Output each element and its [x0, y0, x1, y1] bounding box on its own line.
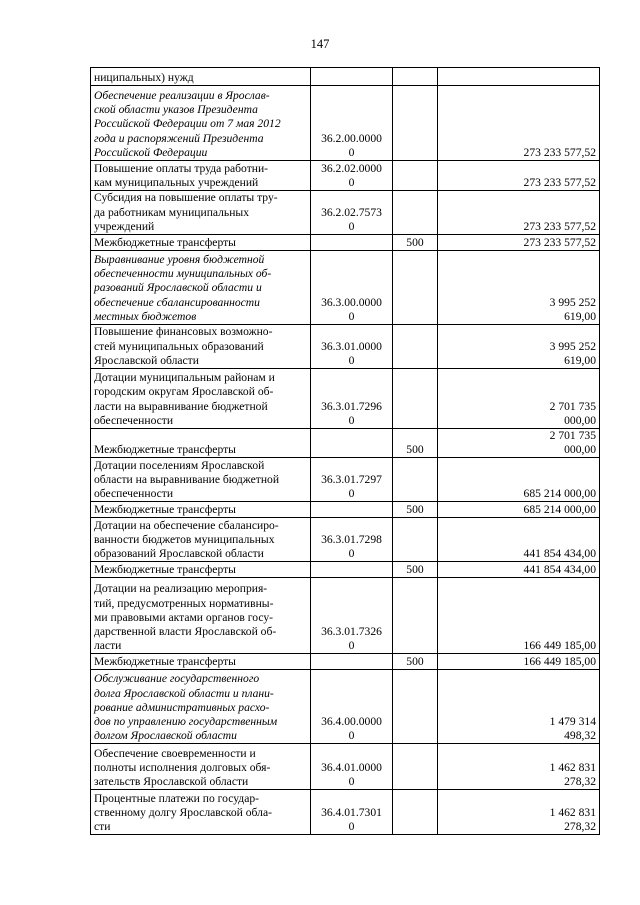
item-name-cell-line: ванности бюджетов муниципальных — [94, 533, 275, 546]
item-name-cell — [91, 654, 311, 670]
table-row — [91, 86, 600, 161]
item-name-cell — [91, 744, 311, 790]
item-name-cell-line: Межбюджетные трансферты — [94, 235, 236, 249]
item-name-cell-line: области на выравнивание бюджетной — [94, 473, 280, 486]
target-code-cell-line: 0 — [348, 639, 355, 653]
target-code-cell-line: 36.3.01.7297 — [321, 473, 382, 486]
table-row — [91, 458, 600, 502]
table-row — [91, 68, 600, 86]
page-number: 147 — [310, 37, 330, 51]
amount-cell-line: 166 449 185,00 — [523, 655, 596, 669]
target-code-cell — [311, 458, 393, 502]
item-name-cell-line: городским округам Ярославской об- — [94, 385, 274, 399]
expense-type-cell — [393, 86, 438, 161]
amount-cell-line: 000,00 — [564, 413, 596, 427]
table-row — [91, 562, 600, 578]
item-name-cell-line: ми правовыми актами органов госу- — [94, 610, 273, 624]
item-name-cell — [91, 161, 311, 191]
target-code-cell-line: 0 — [348, 353, 355, 367]
table-row — [91, 235, 600, 251]
target-code-cell-line: 36.2.02.7573 — [321, 205, 382, 219]
item-name-cell-line: Выравнивание уровня бюджетной — [94, 252, 265, 266]
item-name-cell-line: Обслуживание государственного — [94, 672, 260, 686]
amount-cell-line: 3 995 252 — [549, 295, 596, 309]
amount-cell-line: 619,00 — [564, 309, 596, 323]
item-name-cell-line: зательств Ярославской области — [94, 775, 249, 789]
target-code-cell-line: 36.2.02.0000 — [321, 161, 382, 175]
amount-cell-line: 2 701 735 — [549, 429, 596, 442]
target-code-cell-line: 36.4.01.0000 — [321, 761, 382, 774]
item-name-cell-line: полноты исполнения долговых обя- — [94, 761, 271, 774]
table-row — [91, 670, 600, 744]
target-code-cell — [311, 429, 393, 458]
item-name-cell-line: года и распоряжений Президента — [94, 131, 264, 145]
target-code-cell — [311, 86, 393, 161]
target-code-cell-line: 0 — [348, 145, 355, 159]
amount-cell — [438, 161, 600, 191]
target-code-cell-line: 36.4.01.7301 — [321, 806, 382, 819]
expense-type-cell — [393, 578, 438, 654]
item-name-cell — [91, 191, 311, 235]
table-row — [91, 251, 600, 325]
item-name-cell-line: Обеспечение реализации в Ярослав- — [94, 88, 270, 102]
item-name-cell — [91, 518, 311, 562]
expense-type-cell — [393, 744, 438, 790]
target-code-cell-line: 0 — [348, 219, 355, 233]
target-code-cell-line: 0 — [348, 775, 355, 789]
table-row — [91, 161, 600, 191]
expense-type-cell — [393, 518, 438, 562]
item-name-cell-line: сти — [94, 820, 111, 834]
expense-type-cell — [393, 251, 438, 325]
item-name-cell-line: долга Ярославской области и плани- — [94, 686, 274, 700]
budget-table — [90, 67, 600, 835]
item-name-cell-line: дарственной власти Ярославской об- — [94, 625, 277, 638]
expense-type-value: 500 — [406, 443, 424, 457]
item-name-cell-line: Повышение финансовых возможно- — [94, 325, 273, 339]
expense-type-cell — [393, 161, 438, 191]
item-name-cell-line: Ярославской области — [94, 353, 199, 367]
amount-cell — [438, 458, 600, 502]
item-name-cell-line: Дотации муниципальным районам и — [94, 371, 275, 385]
item-name-cell — [91, 235, 311, 251]
target-code-cell-line: 0 — [348, 413, 355, 427]
target-code-cell-line: 36.2.00.0000 — [321, 131, 382, 145]
target-code-cell — [311, 235, 393, 251]
item-name-cell-line: обеспеченности — [94, 487, 174, 501]
expense-type-value: 500 — [406, 235, 424, 249]
target-code-cell-line: 0 — [348, 547, 355, 561]
amount-cell-line: 1 462 831 — [549, 806, 596, 819]
target-code-cell-line: 36.3.01.7326 — [321, 625, 382, 638]
table-row — [91, 578, 600, 654]
target-code-cell — [311, 369, 393, 429]
table-row — [91, 325, 600, 369]
target-code-cell-line: 36.3.01.7296 — [321, 399, 382, 413]
amount-cell-line: 1 462 831 — [549, 761, 596, 774]
item-name-cell — [91, 86, 311, 161]
amount-cell-line: 278,32 — [564, 775, 596, 789]
item-name-cell-line: обеспеченности муниципальных об- — [94, 267, 272, 281]
table-row — [91, 429, 600, 458]
item-name-cell-line: ской области указов Президента — [94, 103, 258, 117]
expense-type-cell — [393, 429, 438, 458]
item-name-cell-line: тий, предусмотренных нормативны- — [94, 596, 274, 610]
target-code-cell-line: 36.3.01.0000 — [321, 339, 382, 353]
amount-cell — [438, 369, 600, 429]
expense-type-cell — [393, 790, 438, 835]
target-code-cell — [311, 502, 393, 518]
target-code-cell-line: 0 — [348, 729, 355, 743]
table-row — [91, 369, 600, 429]
item-name-cell-line: Дотации на реализацию мероприя- — [94, 582, 268, 596]
item-name-cell-line: ласти на выравнивание бюджетной — [94, 399, 268, 413]
item-name-cell-line: долгом Ярославской области — [94, 729, 237, 743]
target-code-cell-line: 36.4.00.0000 — [321, 715, 382, 728]
item-name-cell — [91, 562, 311, 578]
amount-cell-line: 685 214 000,00 — [523, 487, 596, 501]
item-name-cell-line: да работникам муниципальных — [94, 205, 250, 219]
item-name-cell — [91, 68, 311, 86]
item-name-cell-line: Дотации поселениям Ярославской — [94, 458, 265, 472]
target-code-cell-line: 0 — [348, 820, 355, 834]
item-name-cell — [91, 458, 311, 502]
item-name-cell-line: обеспеченности — [94, 413, 174, 427]
amount-cell — [438, 68, 600, 86]
amount-cell — [438, 235, 600, 251]
item-name-cell — [91, 325, 311, 369]
target-code-cell — [311, 518, 393, 562]
amount-cell — [438, 191, 600, 235]
target-code-cell — [311, 68, 393, 86]
amount-cell-line: 273 233 577,52 — [523, 145, 596, 159]
item-name-cell-line: Межбюджетные трансферты — [94, 563, 236, 577]
amount-cell — [438, 518, 600, 562]
amount-cell-line: 273 233 577,52 — [523, 175, 596, 189]
table-row — [91, 518, 600, 562]
expense-type-cell — [393, 235, 438, 251]
item-name-cell-line: стей муниципальных образований — [94, 339, 264, 353]
item-name-cell-line: обеспечение сбалансированности — [94, 295, 260, 309]
item-name-cell — [91, 790, 311, 835]
item-name-cell-line: Обеспечение своевременности и — [94, 746, 256, 760]
target-code-cell-line: 0 — [348, 309, 355, 323]
amount-cell — [438, 251, 600, 325]
item-name-cell — [91, 502, 311, 518]
target-code-cell-line: 36.3.00.0000 — [321, 295, 382, 309]
target-code-cell — [311, 670, 393, 744]
target-code-cell — [311, 654, 393, 670]
table-row — [91, 502, 600, 518]
item-name-cell-line: ласти — [94, 639, 122, 653]
amount-cell-line: 000,00 — [564, 443, 596, 457]
item-name-cell-line: Дотации на обеспечение сбалансиро- — [94, 518, 279, 532]
target-code-cell — [311, 744, 393, 790]
table-row — [91, 790, 600, 835]
amount-cell — [438, 790, 600, 835]
amount-cell-line: 619,00 — [564, 353, 596, 367]
target-code-cell — [311, 562, 393, 578]
expense-type-cell — [393, 325, 438, 369]
item-name-cell-line: Повышение оплаты труда работни- — [94, 161, 269, 175]
target-code-cell — [311, 790, 393, 835]
target-code-cell-line: 0 — [348, 175, 355, 189]
item-name-cell-line: Процентные платежи по государ- — [94, 791, 260, 805]
amount-cell-line: 3 995 252 — [549, 339, 596, 353]
item-name-cell — [91, 670, 311, 744]
target-code-cell — [311, 251, 393, 325]
budget-table-body — [91, 68, 600, 835]
item-name-cell-line: рование административных расхо- — [94, 700, 270, 714]
item-name-cell-line: учреждений — [94, 219, 155, 233]
item-name-cell-line: Российской Федерации — [94, 145, 208, 159]
target-code-cell-line: 0 — [348, 487, 355, 501]
item-name-cell-line: образований Ярославской области — [94, 547, 264, 561]
expense-type-cell — [393, 670, 438, 744]
amount-cell — [438, 670, 600, 744]
target-code-cell — [311, 325, 393, 369]
amount-cell — [438, 654, 600, 670]
target-code-cell-line: 36.3.01.7298 — [321, 533, 382, 546]
expense-type-value: 500 — [406, 563, 424, 577]
item-name-cell — [91, 251, 311, 325]
item-name-cell-line: дов по управлению государственным — [94, 715, 278, 728]
amount-cell — [438, 562, 600, 578]
item-name-cell-line: Межбюджетные трансферты — [94, 443, 236, 457]
amount-cell-line: 1 479 314 — [549, 715, 596, 728]
amount-cell — [438, 86, 600, 161]
amount-cell-line: 278,32 — [564, 820, 596, 834]
item-name-cell-line: ственному долгу Ярославской обла- — [94, 806, 272, 819]
item-name-cell-line: местных бюджетов — [94, 309, 197, 323]
amount-cell — [438, 578, 600, 654]
item-name-cell-line: ниципальных) нужд — [94, 70, 194, 84]
expense-type-cell — [393, 458, 438, 502]
table-row — [91, 191, 600, 235]
target-code-cell — [311, 578, 393, 654]
amount-cell-line: 166 449 185,00 — [523, 639, 596, 653]
expense-type-cell — [393, 191, 438, 235]
expense-type-value: 500 — [406, 503, 424, 517]
expense-type-value: 500 — [406, 655, 424, 669]
amount-cell-line: 273 233 577,52 — [523, 219, 596, 233]
amount-cell-line: 498,32 — [564, 729, 596, 743]
item-name-cell — [91, 369, 311, 429]
table-row — [91, 744, 600, 790]
expense-type-cell — [393, 68, 438, 86]
item-name-cell — [91, 429, 311, 458]
item-name-cell-line: Российской Федерации от 7 мая 2012 — [94, 117, 281, 131]
amount-cell — [438, 502, 600, 518]
item-name-cell-line: разований Ярославской области и — [94, 281, 262, 295]
expense-type-cell — [393, 654, 438, 670]
expense-type-cell — [393, 369, 438, 429]
amount-cell-line: 685 214 000,00 — [523, 503, 596, 517]
expense-type-cell — [393, 502, 438, 518]
amount-cell — [438, 325, 600, 369]
amount-cell-line: 273 233 577,52 — [523, 235, 596, 249]
amount-cell-line: 441 854 434,00 — [523, 563, 596, 577]
item-name-cell — [91, 578, 311, 654]
table-row — [91, 654, 600, 670]
amount-cell-line: 441 854 434,00 — [523, 547, 596, 561]
item-name-cell-line: Субсидия на повышение оплаты тру- — [94, 191, 278, 205]
item-name-cell-line: Межбюджетные трансферты — [94, 503, 236, 517]
amount-cell — [438, 429, 600, 458]
amount-cell — [438, 744, 600, 790]
amount-cell-line: 2 701 735 — [549, 399, 596, 413]
expense-type-cell — [393, 562, 438, 578]
item-name-cell-line: Межбюджетные трансферты — [94, 655, 236, 669]
item-name-cell-line: кам муниципальных учреждений — [94, 175, 259, 189]
target-code-cell — [311, 161, 393, 191]
target-code-cell — [311, 191, 393, 235]
